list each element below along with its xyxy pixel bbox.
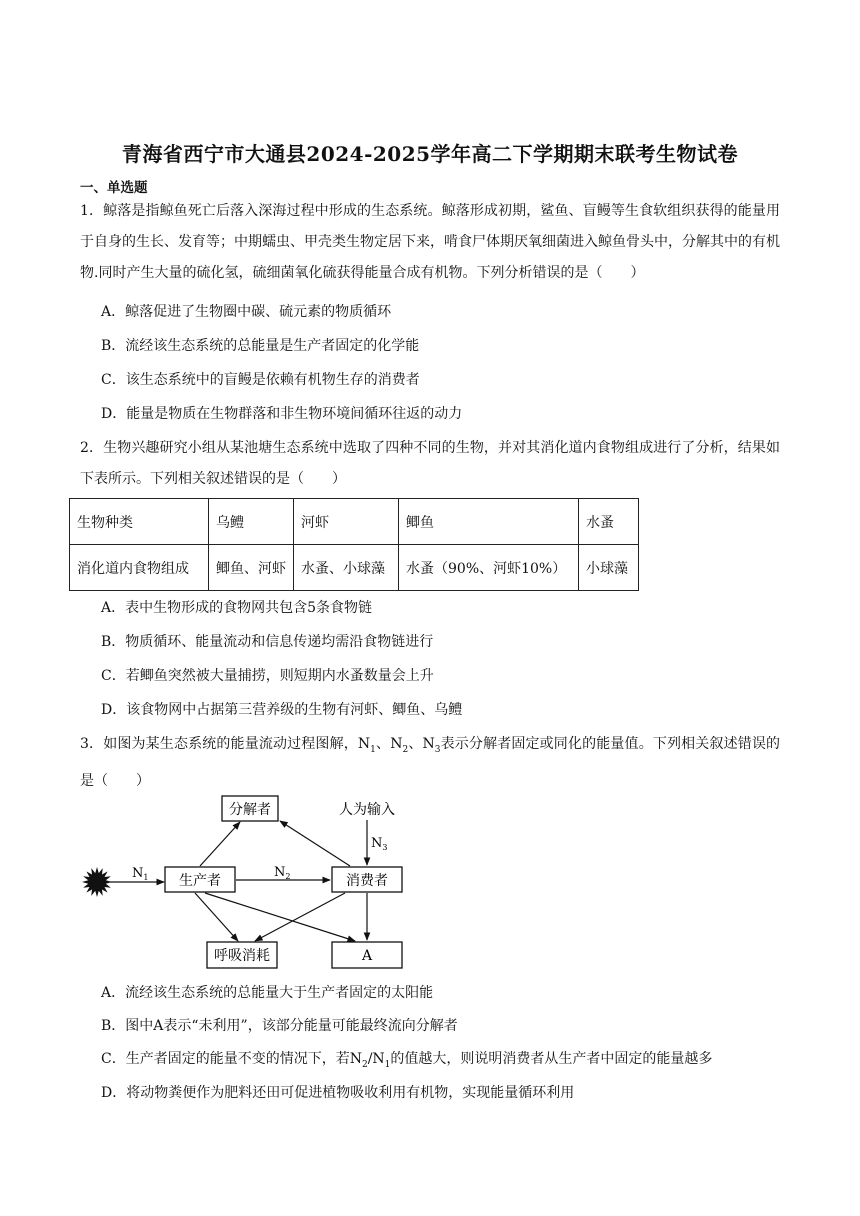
stem-text: 3．如图为某生态系统的能量流动过程图解， xyxy=(80,736,358,752)
option-text: C．生产者固定的能量不变的情况下，若 xyxy=(101,1051,350,1067)
section-label: 一、单选题 xyxy=(80,180,148,196)
table-cell: 河虾 xyxy=(294,499,399,545)
q3-option-a: A．流经该生态系统的总能量大于生产者固定的太阳能 xyxy=(101,985,434,1001)
table-cell: 水蚤 xyxy=(579,499,639,545)
q3-option-b: B．图中A表示“未利用”，该部分能量可能最终流向分解者 xyxy=(101,1018,458,1034)
question-1-stem: 1．鲸落是指鲸鱼死亡后落入深海过程中形成的生态系统。鲸落形成初期，鲨鱼、盲鳗等生食软组织获得的能量用于自身的生长、发育等；中期蠕虫、甲壳类生物定居下来，啃食尸体期厌氧细菌进入鲸鱼骨头中，分解其中的有机物.同时产生大量的硫化氢，硫细菌氧化硫获得能量合成有机物。下列分析错误的是（ ） xyxy=(80,203,780,281)
q3-option-c xyxy=(101,1049,712,1075)
q1-option-d: D．能量是物质在生物群落和非生物环境间循环往返的动力 xyxy=(101,406,463,422)
table-cell: 水蚤（90%、河虾10%） xyxy=(399,545,579,591)
q1-option-a: A．鲸落促进了生物圈中碳、硫元素的物质循环 xyxy=(101,304,392,320)
question-2-stem: 2．生物兴趣研究小组从某池塘生态系统中选取了四种不同的生物，并对其消化道内食物组成进行了分析，结果如下表所示。下列相关叙述错误的是（ ） xyxy=(80,440,780,487)
decomposer-label: 分解者 xyxy=(229,802,271,818)
q3-option-d: D．将动物粪便作为肥料还田可促进植物吸收利用有机物，实现能量循环利用 xyxy=(101,1085,575,1101)
respiration-label: 呼吸消耗 xyxy=(214,948,270,964)
page-title: 青海省西宁市大通县2024-2025学年高二下学期期末联考生物试卷 xyxy=(121,142,739,166)
n1-symbol: N xyxy=(372,1051,385,1067)
n2-symbol: N xyxy=(349,1051,362,1067)
q1-option-b: B．流经该生态系统的总能量是生产者固定的化学能 xyxy=(101,338,420,354)
n2-symbol: N xyxy=(390,736,403,752)
table-header-row xyxy=(70,499,639,545)
a-box-label: A xyxy=(361,948,373,964)
question-3-stem xyxy=(80,729,780,797)
table-cell: 生物种类 xyxy=(70,499,209,545)
producer-label: 生产者 xyxy=(179,873,221,889)
n1-subscript: 1 xyxy=(384,1059,391,1070)
arrow-consumer-decomposer xyxy=(280,821,350,866)
separator: 、 xyxy=(408,736,423,752)
n1-symbol: N xyxy=(357,736,371,752)
n2-label: $N_2$ xyxy=(274,865,291,881)
table-row xyxy=(70,545,639,591)
arrow-producer-respiration xyxy=(195,893,238,941)
table-cell: 小球藻 xyxy=(579,545,639,591)
table-cell: 鲫鱼 xyxy=(399,499,579,545)
energy-flow-diagram xyxy=(70,790,430,980)
n3-symbol: N xyxy=(422,736,435,752)
n2-subscript: 2 xyxy=(402,744,409,755)
slash: / xyxy=(367,1051,373,1067)
food-composition-table xyxy=(69,498,639,591)
consumer-label: 消费者 xyxy=(346,873,388,889)
sun-icon xyxy=(82,867,112,897)
option-text: 的值越大，则说明消费者从生产者中固定的能量越多 xyxy=(390,1051,713,1067)
table-cell: 鲫鱼、河虾 xyxy=(209,545,294,591)
stem-text: 表示分解者固定或同化的能量值。下列相关叙述错误的是（ ） xyxy=(80,736,781,789)
q2-option-b: B．物质循环、能量流动和信息传递均需沿食物链进行 xyxy=(101,634,434,650)
table-cell: 水蚤、小球藻 xyxy=(294,545,399,591)
n2-subscript: 2 xyxy=(361,1059,368,1070)
n3-label: $N_3$ xyxy=(371,836,388,852)
arrow-producer-decomposer xyxy=(200,822,240,866)
q2-option-c: C．若鲫鱼突然被大量捕捞，则短期内水蚤数量会上升 xyxy=(101,668,434,684)
table-cell: 乌鳢 xyxy=(209,499,294,545)
n1-label: $N_1$ xyxy=(132,866,149,882)
human-input-label: 人为输入 xyxy=(339,802,395,818)
n3-subscript: 3 xyxy=(434,744,441,755)
q2-option-d: D．该食物网中占据第三营养级的生物有河虾、鲫鱼、乌鳢 xyxy=(101,702,463,718)
q1-option-c: C．该生态系统中的盲鳗是依赖有机物生存的消费者 xyxy=(101,372,420,388)
q2-option-a: A．表中生物形成的食物网共包含5条食物链 xyxy=(101,600,373,616)
separator: 、 xyxy=(375,736,391,752)
table-cell: 消化道内食物组成 xyxy=(70,545,209,591)
n1-subscript: 1 xyxy=(370,744,376,755)
